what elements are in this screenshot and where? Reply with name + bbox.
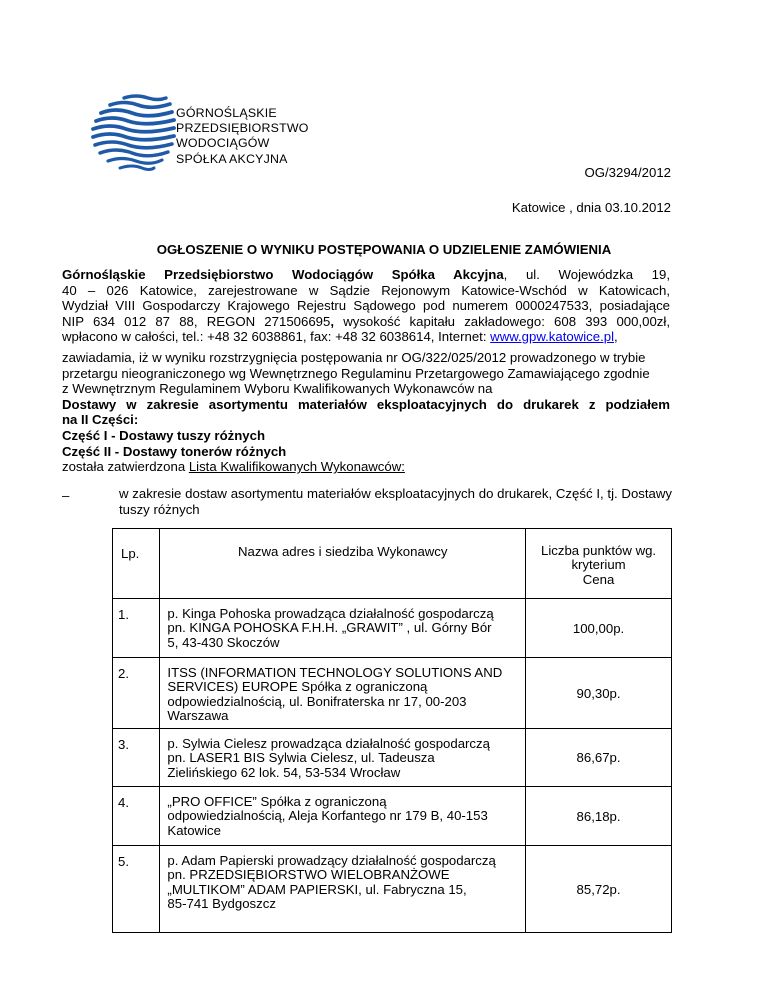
table-row [113, 729, 672, 787]
contractor-line: pn. LASER1 BIS Sylwia Cielesz, ul. Tadeusza [167, 750, 435, 766]
notice-line: zawiadamia, iż w wyniku rozstrzygnięcia postępowania nr OG/322/025/2012 prowadzonego w trybie [62, 350, 646, 365]
company-logo-icon [90, 92, 182, 174]
company-name-block [176, 106, 309, 167]
contractor-line: Zielińskiego 62 lok. 54, 53-534 Wrocław [167, 764, 401, 780]
intro-line: 40 – 026 Katowice, zarejestrowane w Sądzie Rejonowym Katowice-Wschód w Katowicach, [62, 282, 670, 298]
row-contractor [160, 846, 526, 933]
row-score: 86,18p. [526, 787, 672, 846]
header-name: Nazwa adres i siedziba Wykonawcy [160, 529, 526, 599]
part-one: Część I - Dostawy tuszy różnych [62, 427, 265, 443]
contractor-line: p. Kinga Pohoska prowadząca działalność gospodarczą [167, 606, 494, 621]
contractor-line: p. Adam Papierski prowadzący działalność gospodarczą [167, 853, 496, 868]
nip-regon: NIP 634 012 87 88, REGON 271506695 [62, 313, 331, 329]
header-score-line: kryterium [571, 557, 626, 573]
contractors-table [112, 528, 672, 933]
intro-line: Wydział VIII Gospodarczy Krajowego Rejestru Sądowego pod numerem 0000247533, posiadające [62, 298, 670, 314]
notice-subject: Dostawy w zakresie asortymentu materiałów eksploatacyjnych do drukarek z podziałem [62, 396, 670, 412]
header-score-line: Cena [582, 571, 615, 587]
trailing-comma: , [614, 329, 618, 345]
contractor-line: „PRO OFFICE” Spółka z ograniczoną [167, 794, 387, 809]
contractor-line: pn. PRZEDSIĘBIORSTWO WIELOBRANŻOWE [167, 867, 450, 883]
table-row [113, 846, 672, 933]
comma: , [330, 313, 334, 329]
bullet-line: w zakresie dostaw asortymentu materiałów eksploatacyjnych do drukarek, Część I, tj. Dostawy [119, 486, 672, 501]
contractor-line: ITSS (INFORMATION TECHNOLOGY SOLUTIONS AND [167, 665, 503, 680]
table-row [113, 599, 672, 658]
approved-prefix: została zatwierdzona [62, 459, 189, 474]
qualified-list-title: Lista Kwalifikowanych Wykonawców: [188, 459, 405, 474]
company-full-name: Górnośląskie Przedsiębiorstwo Wodociągów Spółka Akcyjna [62, 267, 504, 282]
row-score: 85,72p. [526, 846, 672, 933]
capital-text: wysokość kapitału zakładowego: 608 393 000,00zł, [334, 313, 670, 329]
row-lp: 1. [113, 599, 160, 658]
contractor-line: „MULTIKOM” ADAM PAPIERSKI, ul. Fabryczna 15, [167, 881, 467, 897]
document-heading: OGŁOSZENIE O WYNIKU POSTĘPOWANIA O UDZIELENIE ZAMÓWIENIA [156, 242, 612, 257]
row-lp: 4. [113, 787, 160, 846]
row-score: 100,00p. [526, 599, 672, 658]
intro-line [62, 314, 670, 330]
company-name-line: PRZEDSIĘBIORSTWO [176, 121, 309, 136]
contractor-line: odpowiedzialnością, ul. Bonifraterska nr 17, 00-203 [167, 693, 467, 709]
bullet-text [119, 486, 672, 517]
contractor-line: Katowice [167, 822, 221, 838]
row-score: 90,30p. [526, 658, 672, 729]
company-name-line: WODOCIĄGÓW [176, 136, 270, 151]
intro-paragraph [62, 267, 670, 345]
row-contractor [160, 787, 526, 846]
table-row [113, 787, 672, 846]
row-score: 86,67p. [526, 729, 672, 787]
row-contractor [160, 658, 526, 729]
contractor-line: Warszawa [167, 708, 229, 724]
intro-line [62, 329, 670, 345]
contractor-line: 5, 43-430 Skoczów [167, 634, 280, 650]
reference-number: OG/3294/2012 [584, 165, 671, 180]
document-date: Katowice , dnia 03.10.2012 [511, 200, 671, 215]
website-link[interactable]: www.gpw.katowice.pl [490, 329, 615, 345]
contractor-line: odpowiedzialnością, Aleja Korfantego nr 179 B, 40-153 [167, 808, 488, 824]
header-score [526, 529, 672, 599]
notice-paragraph [62, 350, 670, 459]
notice-line: przetargu nieograniczonego wg Wewnętrznego Regulaminu Przetargowego Zamawiającego zgodnie [62, 365, 650, 381]
notice-line: z Wewnętrznym Regulaminem Wyboru Kwalifikowanych Wykonawców na [62, 381, 493, 397]
row-contractor [160, 729, 526, 787]
row-lp: 2. [113, 658, 160, 729]
header-score-line: Liczba punktów wg. [541, 543, 657, 558]
company-name-line: SPÓŁKA AKCYJNA [176, 151, 288, 166]
header-lp: Lp. [113, 529, 160, 599]
bullet-dash: – [62, 488, 70, 503]
intro-line [62, 267, 670, 283]
company-name-line: GÓRNOŚLĄSKIE [176, 106, 277, 120]
row-lp: 5. [113, 846, 160, 933]
address-text: , ul. Wojewódzka 19, [503, 267, 671, 282]
contractor-line: pn. KINGA POHOSKA F.H.H. „GRAWIT” , ul. Górny Bór [167, 620, 492, 636]
part-two: Część II - Dostawy tonerów różnych [62, 443, 287, 459]
row-lp: 3. [113, 729, 160, 787]
table-row [113, 658, 672, 729]
contractor-line: 85-741 Bydgoszcz [167, 896, 276, 912]
notice-subject: na II Części: [62, 412, 139, 428]
row-contractor [160, 599, 526, 658]
bullet-line: tuszy różnych [119, 501, 200, 517]
contact-text: wpłacono w całości, tel.: +48 32 6038861, fax: +48 32 6038614, Internet: [62, 329, 491, 345]
table-header-row [113, 529, 672, 599]
contractor-line: SERVICES) EUROPE Spółka z ograniczoną [167, 679, 428, 695]
contractor-line: p. Sylwia Cielesz prowadząca działalność gospodarczą [167, 736, 490, 751]
approved-line [62, 459, 405, 474]
